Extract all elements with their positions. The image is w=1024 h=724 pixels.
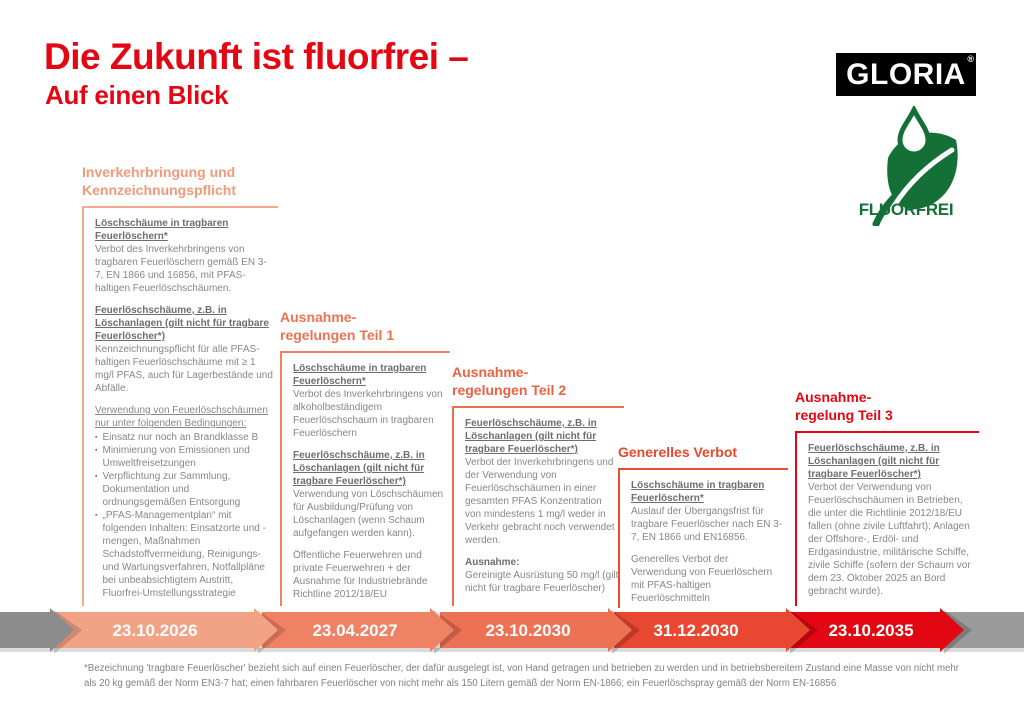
- text-block: [808, 442, 975, 598]
- text-block: [293, 362, 446, 440]
- block-lead: Ausnahme:: [465, 557, 520, 568]
- column-1-header: [82, 163, 278, 199]
- column-3-box: [452, 406, 624, 606]
- block-body: Auslauf der Übergangsfrist für tragbare Feuerlöscher nach EN 3-7, EN 1866 und EN16856.: [631, 506, 783, 543]
- block-body: Generelles Verbot der Verwendung von Feuerlöschern mit PFAS-haltigen Feuerlöschmitteln: [631, 554, 773, 604]
- stage-column-1: [82, 163, 278, 606]
- block-lead: Löschschäume in tragbaren Feuerlöschern*: [293, 363, 427, 387]
- bullet-icon: ▪: [95, 473, 98, 480]
- column-1-header-line2: Kennzeichnungspflicht: [82, 182, 236, 198]
- block-body: Verbot des Inverkehrbringens von tragbaren Feuerlöschern gemäß EN 3-7, EN 1866 und 16856, mit PFAS-haltigen Feuerlöschschäumen.: [95, 244, 267, 294]
- timeline-shadow-strip: [0, 648, 1024, 652]
- block-body: Verwendung von Löschschäumen für Ausbildung/Prüfung von Löschanlagen (wenn Schaum aufgefangen werden kann).: [293, 489, 444, 539]
- text-block: [465, 417, 620, 547]
- stage-column-2: [280, 308, 450, 606]
- bullet-icon: ▪: [95, 447, 98, 454]
- timeline-date-2: 23.04.2027: [312, 621, 398, 640]
- text-block: [631, 479, 784, 544]
- timeline-date-3: 23.10.2030: [485, 621, 571, 640]
- column-2-header: [280, 308, 450, 344]
- list-item: ▪ Verpflichtung zur Sammlung, Dokumentation und ordnungsgemäßen Entsorgung: [95, 471, 241, 508]
- timeline-date-1: 23.10.2026: [112, 621, 198, 640]
- bullet-icon: ▪: [95, 512, 98, 519]
- timeline-date-5: 23.10.2035: [828, 621, 914, 640]
- column-5-box: [795, 431, 979, 606]
- bullet-icon: ▪: [95, 434, 98, 441]
- column-2-header-line2: regelungen Teil 1: [280, 327, 395, 343]
- column-5-header-line2: regelung Teil 3: [795, 407, 893, 423]
- text-block: [95, 404, 274, 600]
- timeline-date-4: 31.12.2030: [653, 621, 739, 640]
- stage-column-4: [618, 443, 788, 608]
- page-subtitle: Auf einen Blick: [45, 80, 229, 110]
- stage-column-3: [452, 363, 624, 606]
- block-body: Verbot des Inverkehrbringens von alkoholbeständigem Feuerlöschschaum in tragbaren Feuerlöschern: [293, 389, 443, 439]
- gloria-logo-text: GLORIA: [846, 57, 966, 91]
- gloria-logo: [836, 53, 976, 96]
- text-block: [293, 449, 446, 540]
- block-lead: Verwendung von Feuerlöschschäumen nur unter folgenden Bedingungen:: [95, 405, 268, 429]
- list-item: ▪ „PFAS-Managementplan“ mit folgenden Inhalten: Einsatzorte und -mengen, Maßnahmen Schadstoffvermeidung, Reinigungs- und Wartungsverfahren, Notfallpläne bei unbeabsichtigtem Austritt, Fluorfrei-Umstellungsstrategie: [95, 510, 266, 599]
- block-body: Verbot der Inverkehrbringens und der Verwendung von Feuerlöschschäumen in einer gesamten PFAS Konzentration von mindestens 1 mg/l weder in Verkehr gebracht noch verwendet werden.: [465, 457, 615, 546]
- text-block: [465, 556, 620, 595]
- block-body: Gereinigte Ausrüstung 50 mg/l (gilt nicht für tragbare Feuerlöscher): [465, 570, 619, 594]
- text-block: [95, 217, 274, 295]
- block-body: Verbot der Verwendung von Feuerlöschschäumen in Betrieben, die unter die Richtlinie 2012/18/EU fallen (ohne zivile Luftfahrt); Anlagen der Offshore-, Erdöl- und Erdgasindustrie, militärische Schiffe, zivile Schiffe (sofern der Schaum vor dem 23. Oktober 2025 an Bord gebracht wurde).: [808, 482, 971, 597]
- fluorfrei-logo-text: FLUORFREI: [858, 200, 954, 219]
- list-item: ▪ Minimierung von Emissionen und Umweltfreisetzungen: [95, 445, 250, 469]
- registered-trademark-icon: ®: [967, 54, 974, 64]
- block-body: Öffentliche Feuerwehren und private Feuerwehren + der Ausnahme für Industriebrände Richtline 2012/18/EU: [293, 550, 428, 600]
- text-block: [293, 549, 446, 601]
- column-4-box: [618, 468, 788, 608]
- block-lead: Feuerlöschschäume, z.B. in Löschanlagen (gilt nicht für tragbare Feuerlöscher*): [95, 305, 269, 342]
- block-body: Kennzeichnungspflicht für alle PFAS-haltigen Feuerlöschschäume mit ≥ 1 mg/l PFAS, auch für Lagerbestände und Abfälle.: [95, 344, 273, 394]
- list-item: ▪ Einsatz nur noch an Brandklasse B: [95, 432, 259, 443]
- column-2-box: [280, 351, 450, 606]
- column-1-header-line1: Inverkehrbringung und: [82, 164, 236, 180]
- column-4-header: [618, 443, 788, 461]
- column-1-box: [82, 206, 278, 606]
- column-2-header-line1: Ausnahme-: [280, 309, 357, 325]
- column-3-header-line2: regelungen Teil 2: [452, 382, 567, 398]
- column-4-header-line1: Generelles Verbot: [618, 444, 738, 460]
- column-5-header: [795, 388, 979, 424]
- timeline: [0, 600, 1024, 658]
- bullet-list: [95, 431, 274, 600]
- text-block: [95, 304, 274, 395]
- footnote: *Bezeichnung 'tragbare Feuerlöscher' bezieht sich auf einen Feuerlöscher, der dafür ausgelegt ist, von Hand getragen und betrieben zu werden und in betriebsbereitem Zustand eine Masse von nicht mehr als 20 kg gemäß der Norm EN3-7 hat; einen fahrbaren Feuerlöscher von nicht mehr als 150 Litern gemäß der Norm EN-1866; ein Feuerlöschspray gemäß der Norm EN-16856: [84, 663, 960, 689]
- block-lead: Löschschäume in tragbaren Feuerlöschern*: [95, 218, 229, 242]
- text-block: [631, 553, 784, 605]
- column-5-header-line1: Ausnahme-: [795, 389, 872, 405]
- block-lead: Löschschäume in tragbaren Feuerlöschern*: [631, 480, 765, 504]
- column-3-header: [452, 363, 624, 399]
- column-3-header-line1: Ausnahme-: [452, 364, 529, 380]
- block-lead: Feuerlöschschäume, z.B. in Löschanlagen (gilt nicht für tragbare Feuerlöscher*): [465, 418, 597, 455]
- stage-column-5: [795, 388, 979, 606]
- block-lead: Feuerlöschschäume, z.B. in Löschanlagen (gilt nicht für tragbare Feuerlöscher*): [808, 443, 940, 480]
- page-title: Die Zukunft ist fluorfrei –: [44, 36, 469, 77]
- block-lead: Feuerlöschschäume, z.B. in Löschanlagen (gilt nicht für tragbare Feuerlöscher*): [293, 450, 425, 487]
